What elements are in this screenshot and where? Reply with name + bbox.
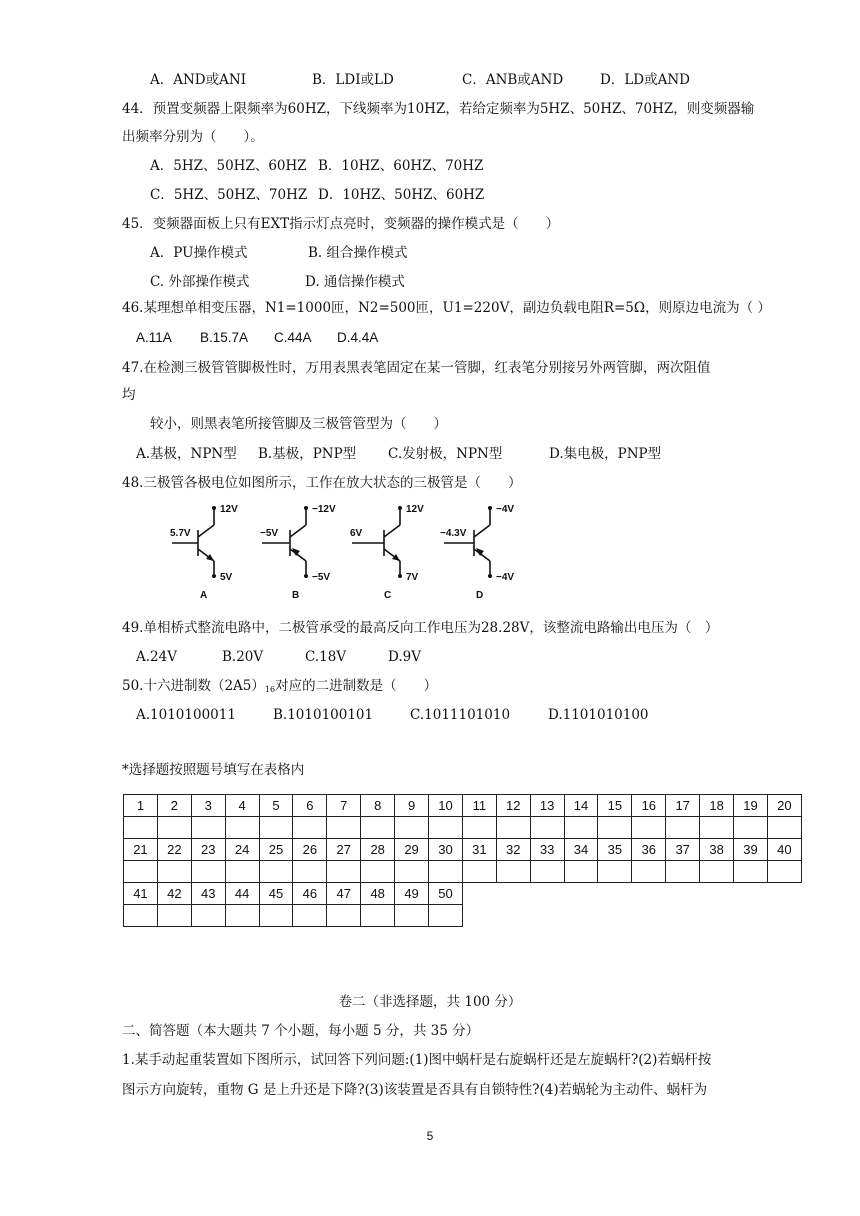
question-number-cell: 41 — [124, 883, 158, 905]
answer-cell[interactable] — [598, 861, 632, 883]
table-row-numbers-3 — [124, 883, 802, 905]
question-number-cell: 46 — [293, 883, 327, 905]
short-q1-line2: 图示方向旋转，重物 G 是上升还是下降?(3)该装置是否具有自锁特性?(4)若蜗轮为主动件、蜗杆为 — [122, 1082, 708, 1098]
question-number-cell: 17 — [666, 795, 700, 817]
fig-b-base: −5V — [260, 528, 279, 539]
q47-line3: 较小，则黑表笔所接管脚及三极管管型为（ ） — [150, 416, 447, 432]
answer-cell[interactable] — [124, 905, 158, 927]
answer-cell[interactable] — [191, 817, 225, 839]
q49-option-c: C.18V — [305, 649, 347, 665]
question-number-cell: 45 — [259, 883, 293, 905]
answer-cell[interactable] — [429, 817, 463, 839]
q44-line1: 44．预置变频器上限频率为60HZ，下线频率为10HZ，若给定频率为5HZ、50HZ、70HZ，则变频器输 — [122, 101, 755, 117]
table-row-numbers-2 — [124, 839, 802, 861]
fig-d-base: −4.3V — [440, 528, 467, 539]
answer-cell[interactable] — [462, 817, 496, 839]
question-number-cell: 33 — [530, 839, 564, 861]
answer-cell[interactable] — [395, 905, 429, 927]
question-number-cell: 19 — [734, 795, 768, 817]
question-number-cell: 12 — [496, 795, 530, 817]
q44-option-c: C．5HZ、50HZ、70HZ — [150, 187, 308, 203]
q43-option-d: D．LD或AND — [600, 72, 690, 88]
page-number: 5 — [426, 1129, 434, 1143]
answer-cell[interactable] — [395, 817, 429, 839]
q47-line1: 47.在检测三极管管脚极性时，万用表黑表笔固定在某一管脚，红表笔分别接另外两管脚，两次阻值 — [122, 360, 711, 376]
answer-cell[interactable] — [666, 817, 700, 839]
q50-text-a: 50.十六进制数（2A5） — [122, 678, 265, 694]
answer-note: *选择题按照题号填写在表格内 — [122, 762, 305, 778]
fig-c-top: 12V — [406, 504, 424, 515]
fig-a-base: 5.7V — [170, 528, 191, 539]
q48-line1: 48.三极管各极电位如图所示，工作在放大状态的三极管是（ ） — [122, 475, 522, 491]
question-number-cell: 22 — [157, 839, 191, 861]
answer-cell[interactable] — [429, 905, 463, 927]
q46-line1: 46.某理想单相变压器，N1=1000匝，N2=500匝，U1=220V，副边负载电阻R=5Ω，则原边电流为（ ） — [122, 300, 771, 316]
q44-option-a: A．5HZ、50HZ、60HZ — [150, 158, 307, 174]
answer-cell[interactable] — [496, 817, 530, 839]
question-number-cell: 42 — [157, 883, 191, 905]
question-number-cell: 47 — [327, 883, 361, 905]
question-number-cell: 21 — [124, 839, 158, 861]
section2-heading: 二、简答题（本大题共 7 个小题，每小题 5 分，共 35 分） — [122, 1023, 480, 1039]
question-number-cell: 49 — [395, 883, 429, 905]
question-number-cell: 3 — [191, 795, 225, 817]
question-number-cell: 5 — [259, 795, 293, 817]
q43-option-c: C．ANB或AND — [462, 72, 564, 88]
answer-cell[interactable] — [225, 817, 259, 839]
answer-cell[interactable] — [157, 861, 191, 883]
answer-cell[interactable] — [700, 861, 734, 883]
answer-cell[interactable] — [327, 861, 361, 883]
question-number-cell: 31 — [462, 839, 496, 861]
q50-option-d: D.1101010100 — [548, 707, 649, 723]
answer-cell[interactable] — [327, 817, 361, 839]
question-number-cell: 35 — [598, 839, 632, 861]
answer-cell[interactable] — [293, 861, 327, 883]
answer-cell[interactable] — [157, 905, 191, 927]
answer-cell[interactable] — [361, 817, 395, 839]
question-number-cell: 44 — [225, 883, 259, 905]
answer-cell[interactable] — [361, 861, 395, 883]
fig-a-label: A — [200, 590, 208, 601]
answer-cell[interactable] — [632, 817, 666, 839]
answer-cell[interactable] — [157, 817, 191, 839]
question-number-cell: 34 — [564, 839, 598, 861]
answer-cell[interactable] — [767, 861, 801, 883]
fig-a-top: 12V — [220, 504, 238, 515]
question-number-cell: 24 — [225, 839, 259, 861]
question-number-cell: 9 — [395, 795, 429, 817]
fig-d-top: −4V — [496, 504, 515, 515]
question-number-cell: 48 — [361, 883, 395, 905]
question-number-cell: 27 — [327, 839, 361, 861]
question-number-cell: 4 — [225, 795, 259, 817]
answer-cell[interactable] — [767, 817, 801, 839]
question-number-cell: 30 — [429, 839, 463, 861]
section-title: 卷二（非选择题，共 100 分） — [338, 994, 522, 1010]
answer-cell[interactable] — [191, 905, 225, 927]
q46-option-c: C.44A — [274, 330, 312, 345]
answer-cell[interactable] — [734, 861, 768, 883]
answer-cell[interactable] — [361, 905, 395, 927]
q44-line2: 出频率分别为（ ）。 — [122, 129, 264, 145]
answer-cell[interactable] — [734, 817, 768, 839]
answer-cell[interactable] — [530, 861, 564, 883]
question-number-cell: 2 — [157, 795, 191, 817]
q49-option-b: B.20V — [222, 649, 264, 665]
answer-cell[interactable] — [666, 861, 700, 883]
answer-cell[interactable] — [293, 817, 327, 839]
q44-option-d: D．10HZ、50HZ、60HZ — [318, 187, 485, 203]
q46-option-a: A.11A — [136, 330, 172, 345]
question-number-cell: 10 — [429, 795, 463, 817]
answer-cell[interactable] — [429, 861, 463, 883]
question-number-cell: 29 — [395, 839, 429, 861]
q46-option-b: B.15.7A — [200, 330, 249, 345]
fig-d-bottom: −4V — [496, 572, 515, 583]
question-number-cell: 1 — [124, 795, 158, 817]
q46-option-d: D.4.4A — [337, 330, 379, 345]
question-number-cell: 26 — [293, 839, 327, 861]
question-number-cell: 32 — [496, 839, 530, 861]
short-q1-line1: 1.某手动起重装置如下图所示，试回答下列问题:(1)图中蜗杆是右旋蜗杆还是左旋蜗杆?(2)若蜗杆按 — [122, 1052, 712, 1068]
q47-option-b: B.基极，PNP型 — [258, 446, 357, 462]
q49-line1: 49.单相桥式整流电路中，二极管承受的最高反向工作电压为28.28V，该整流电路输出电压为（ ） — [122, 620, 719, 636]
q47-line2: 均 — [122, 387, 136, 403]
question-number-cell: 14 — [564, 795, 598, 817]
table-row-answers-1 — [124, 817, 802, 839]
answer-cell[interactable] — [632, 861, 666, 883]
question-number-cell: 8 — [361, 795, 395, 817]
question-number-cell: 25 — [259, 839, 293, 861]
answer-cell[interactable] — [564, 861, 598, 883]
fig-b-top: −12V — [312, 504, 336, 515]
question-number-cell: 16 — [632, 795, 666, 817]
table-row-answers-2 — [124, 861, 802, 883]
q49-option-a: A.24V — [136, 649, 177, 665]
answer-cell[interactable] — [700, 817, 734, 839]
q43-option-b: B．LDI或LD — [312, 72, 394, 88]
answer-cell[interactable] — [124, 861, 158, 883]
answer-cell[interactable] — [259, 817, 293, 839]
answer-cell[interactable] — [564, 817, 598, 839]
answer-cell[interactable] — [259, 905, 293, 927]
transistor-figure — [162, 498, 542, 603]
answer-cell[interactable] — [225, 905, 259, 927]
question-number-cell: 43 — [191, 883, 225, 905]
answer-cell[interactable] — [395, 861, 429, 883]
table-row-answers-3 — [124, 905, 802, 927]
question-number-cell: 28 — [361, 839, 395, 861]
answer-table — [123, 794, 802, 927]
question-number-cell: 23 — [191, 839, 225, 861]
q47-option-d: D.集电极，PNP型 — [549, 446, 662, 462]
question-number-cell: 15 — [598, 795, 632, 817]
question-number-cell: 38 — [700, 839, 734, 861]
q44-option-b: B．10HZ、60HZ、70HZ — [318, 158, 484, 174]
question-number-cell: 50 — [429, 883, 463, 905]
fig-c-label: C — [384, 590, 392, 601]
answer-cell[interactable] — [191, 861, 225, 883]
q50-line1 — [122, 676, 437, 700]
answer-cell[interactable] — [327, 905, 361, 927]
answer-cell[interactable] — [496, 861, 530, 883]
answer-cell[interactable] — [293, 905, 327, 927]
q45-line1: 45．变频器面板上只有EXT指示灯点亮时，变频器的操作模式是（ ） — [122, 216, 560, 232]
q50-text-b: 对应的二进制数是（ ） — [275, 678, 438, 694]
q45-option-b: B. 组合操作模式 — [308, 245, 408, 261]
q50-option-b: B.1010100101 — [273, 707, 374, 723]
answer-cell[interactable] — [259, 861, 293, 883]
q47-option-c: C.发射极，NPN型 — [388, 446, 503, 462]
question-number-cell: 40 — [767, 839, 801, 861]
q50-option-a: A.1010100011 — [136, 707, 236, 723]
q43-option-a: A．AND或ANI — [150, 72, 247, 88]
question-number-cell: 20 — [767, 795, 801, 817]
q50-subscript: 16 — [264, 685, 276, 694]
q50-option-c: C.1011101010 — [410, 707, 511, 723]
question-number-cell: 13 — [530, 795, 564, 817]
q49-option-d: D.9V — [388, 649, 421, 665]
question-number-cell: 11 — [462, 795, 496, 817]
question-number-cell: 37 — [666, 839, 700, 861]
question-number-cell: 6 — [293, 795, 327, 817]
q45-option-a: A．PU操作模式 — [150, 245, 248, 261]
fig-b-bottom: −5V — [312, 572, 331, 583]
fig-b-label: B — [292, 590, 300, 601]
answer-cell[interactable] — [225, 861, 259, 883]
answer-cell[interactable] — [598, 817, 632, 839]
question-number-cell: 18 — [700, 795, 734, 817]
fig-c-bottom: 7V — [406, 572, 419, 583]
fig-d-label: D — [476, 590, 484, 601]
q45-option-c: C. 外部操作模式 — [150, 274, 250, 290]
question-number-cell: 36 — [632, 839, 666, 861]
answer-cell[interactable] — [530, 817, 564, 839]
q47-option-a: A.基极，NPN型 — [136, 446, 237, 462]
answer-cell[interactable] — [462, 861, 496, 883]
question-number-cell: 7 — [327, 795, 361, 817]
question-number-cell: 39 — [734, 839, 768, 861]
answer-cell[interactable] — [124, 817, 158, 839]
q45-option-d: D. 通信操作模式 — [305, 274, 405, 290]
fig-c-base: 6V — [350, 528, 363, 539]
fig-a-bottom: 5V — [220, 572, 233, 583]
table-row-numbers-1 — [124, 795, 802, 817]
